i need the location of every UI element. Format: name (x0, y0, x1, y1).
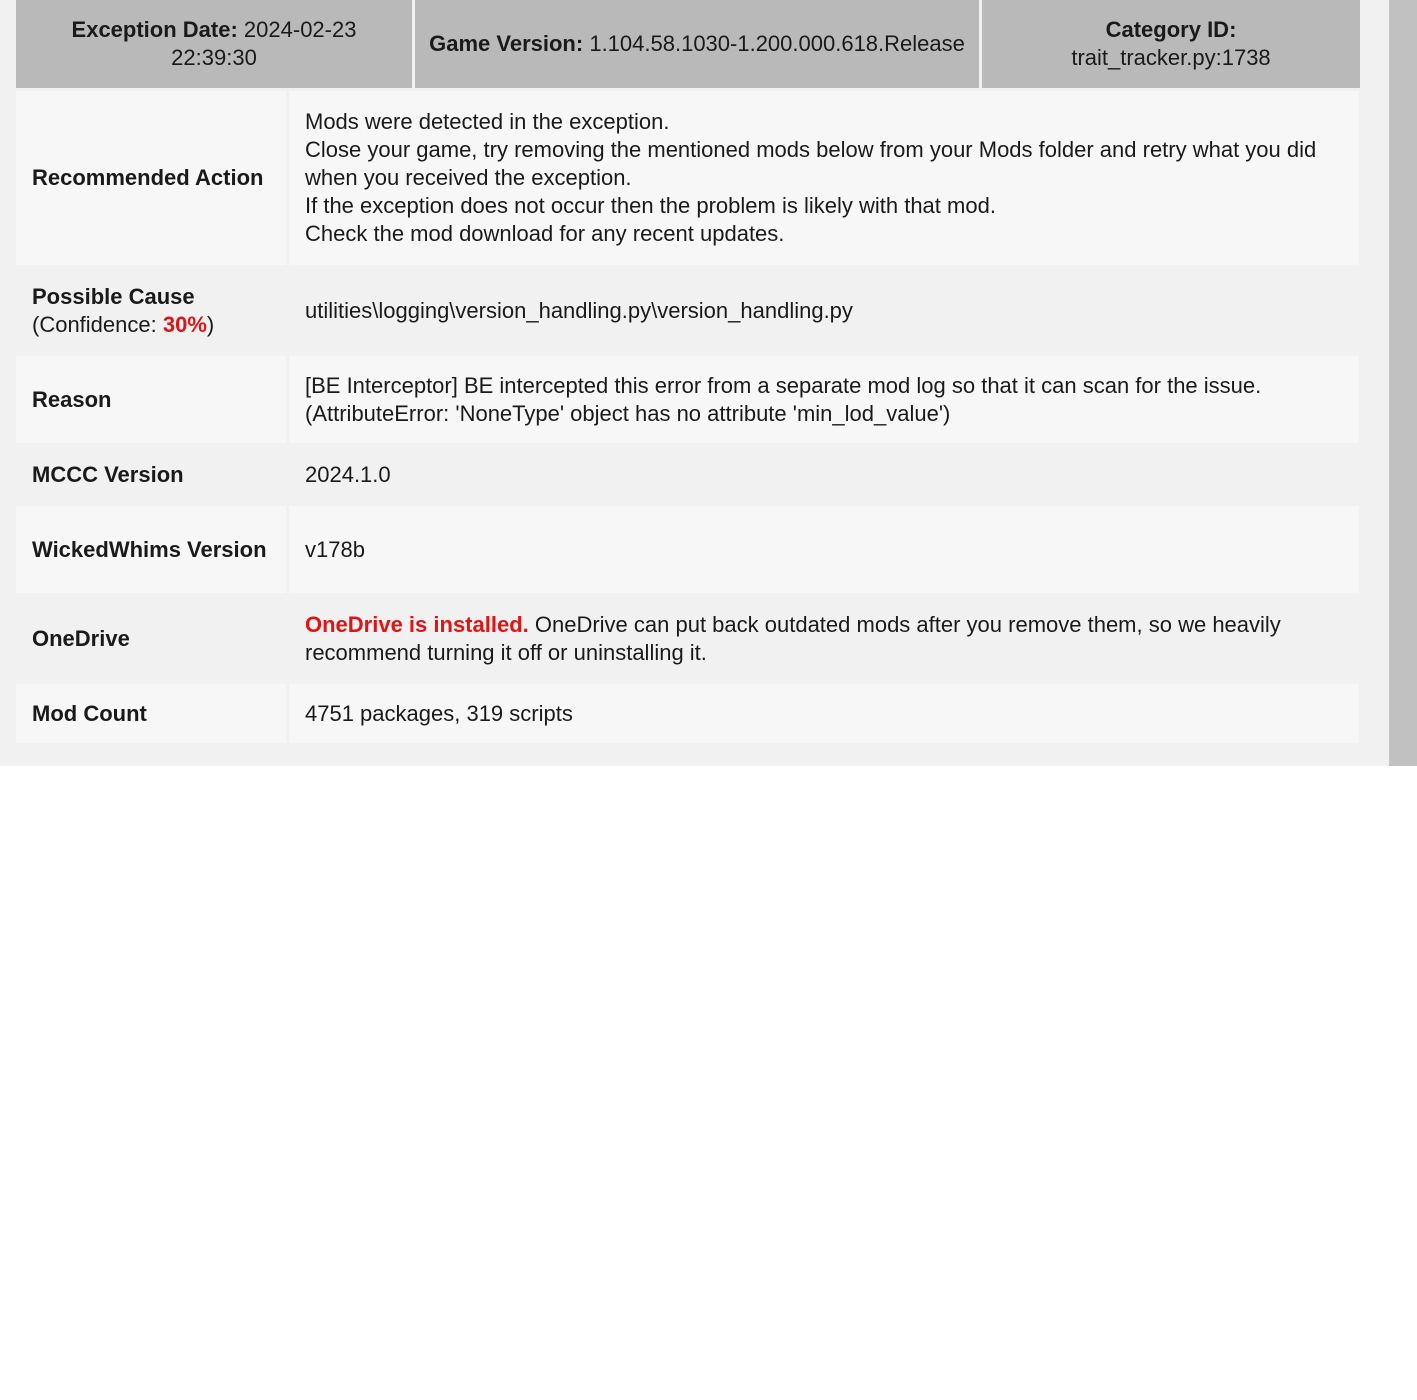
mccc-version-label: MCCC Version (16, 446, 286, 503)
row-onedrive (16, 596, 1359, 681)
possible-cause-cell (16, 268, 286, 353)
row-mccc-version (16, 446, 1359, 503)
report-header-table (13, 0, 1363, 88)
possible-cause-label: Possible Cause (32, 283, 195, 309)
recommended-action-line: If the exception does not occur then the problem is likely with that mod. (305, 193, 996, 218)
recommended-action-label: Recommended Action (16, 91, 286, 265)
confidence-prefix: (Confidence: (32, 311, 163, 337)
category-id-cell (982, 0, 1360, 88)
recommended-action-line: Mods were detected in the exception. (305, 109, 670, 134)
onedrive-value-cell (289, 596, 1359, 681)
possible-cause-value: utilities\logging\version_handling.py\version_handling.py (289, 268, 1359, 353)
wickedwhims-version-value: v178b (289, 506, 1359, 593)
reason-value: [BE Interceptor] BE intercepted this error from a separate mod log so that it can scan for the issue. (AttributeError: 'NoneType' object has no attribute 'min_lod_value') (289, 356, 1359, 443)
game-version-label: Game Version: (429, 31, 584, 56)
recommended-action-value (289, 91, 1359, 265)
onedrive-warning: OneDrive is installed. (305, 611, 529, 637)
mccc-version-value: 2024.1.0 (289, 446, 1359, 503)
category-id-label: Category ID: (1105, 17, 1237, 42)
row-reason (16, 356, 1359, 443)
header-row (16, 0, 1360, 88)
vertical-scrollbar[interactable] (1389, 0, 1417, 766)
row-recommended-action (16, 91, 1359, 265)
exception-date-label: Exception Date: (71, 17, 238, 42)
row-wickedwhims-version (16, 506, 1359, 593)
onedrive-label: OneDrive (16, 596, 286, 681)
exception-date-value: 2024-02-23 22:39:30 (171, 17, 357, 70)
recommended-action-line: Close your game, try removing the mentioned mods below from your Mods folder and retry what you did when you received the exception. (305, 137, 1317, 190)
report-details-table (13, 88, 1362, 746)
row-mod-count (16, 684, 1359, 743)
mod-count-value: 4751 packages, 319 scripts (289, 684, 1359, 743)
row-possible-cause (16, 268, 1359, 353)
exception-date-cell (16, 0, 412, 88)
onedrive-value: OneDrive can put back outdated mods after you remove them, so we heavily recommend turning it off or uninstalling it. (305, 611, 1281, 665)
reason-label: Reason (16, 356, 286, 443)
confidence-value: 30% (162, 311, 207, 337)
confidence-suffix: ) (206, 311, 215, 337)
mod-count-label: Mod Count (16, 684, 286, 743)
recommended-action-line: Check the mod download for any recent updates. (305, 221, 785, 246)
category-id-value: trait_tracker.py:1738 (1071, 45, 1271, 70)
game-version-value: 1.104.58.1030-1.200.000.618.Release (589, 31, 965, 56)
game-version-cell (415, 0, 979, 88)
wickedwhims-version-label: WickedWhims Version (16, 506, 286, 593)
